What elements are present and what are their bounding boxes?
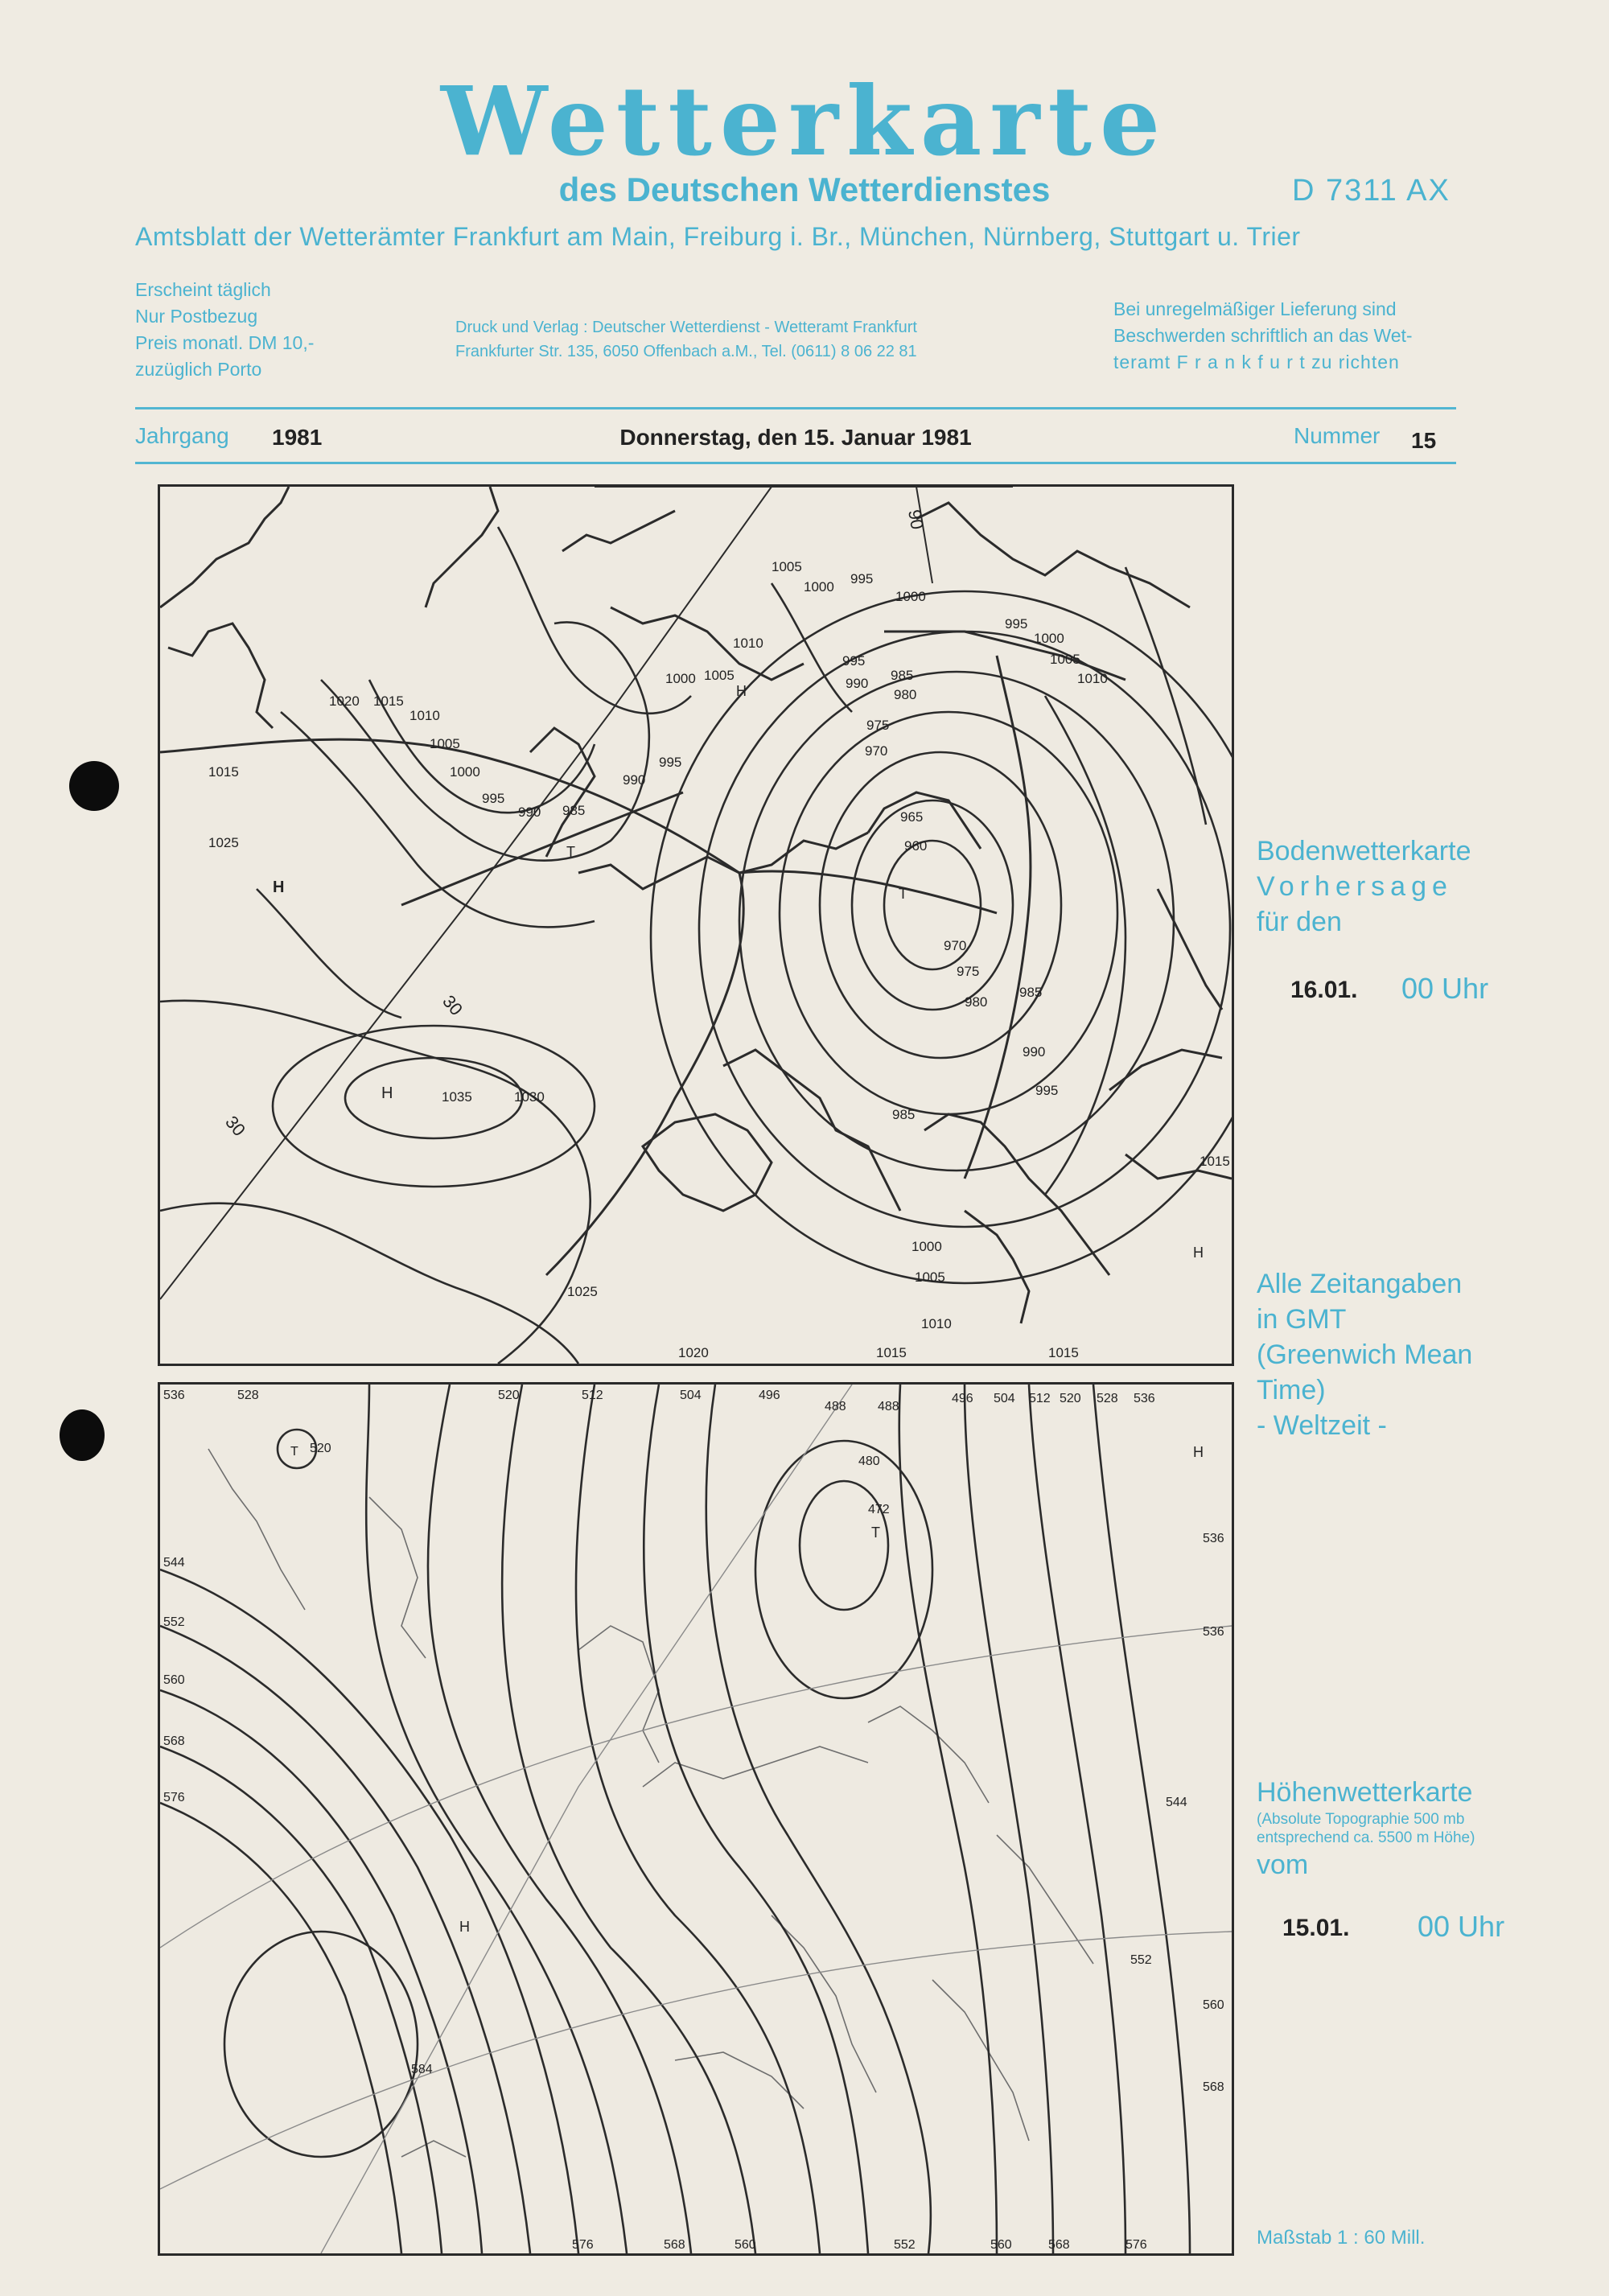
header-rule-bottom — [135, 462, 1456, 464]
isobar-label: 970 — [944, 938, 967, 953]
contour-label: 472 — [868, 1503, 890, 1516]
isobar-label: 1030 — [514, 1089, 545, 1105]
publication-line: Preis monatl. DM 10,- — [135, 332, 315, 353]
high-center-label: H — [736, 683, 747, 699]
isobar-label: 995 — [850, 571, 874, 586]
contour-label: 504 — [680, 1389, 702, 1402]
header-rule-top — [135, 407, 1456, 409]
contour-label: 544 — [163, 1556, 185, 1570]
isobar-label: 1015 — [1048, 1345, 1079, 1360]
contour-label: 536 — [163, 1389, 185, 1402]
isobar-label: 1015 — [1200, 1154, 1230, 1169]
edition-code: D 7311 AX — [1292, 174, 1451, 208]
contour-label: 520 — [310, 1442, 331, 1455]
isobar-label: 985 — [562, 803, 586, 818]
contour-label: 560 — [1203, 1998, 1224, 2012]
upper-map-caption — [1257, 1775, 1475, 1882]
isobar-label: 995 — [659, 755, 682, 770]
contour-label: 512 — [1029, 1392, 1051, 1405]
latitude-label: 30 — [221, 1112, 250, 1140]
issue-date: Donnerstag, den 15. Januar 1981 — [619, 425, 972, 450]
isobar-label: 1025 — [208, 835, 239, 850]
isobar-label: 985 — [1019, 985, 1043, 1000]
punch-hole-bottom — [60, 1409, 105, 1461]
upper-map-time: 00 Uhr — [1418, 1910, 1505, 1943]
isobar-label: 1000 — [804, 579, 834, 595]
isobar-label: 990 — [623, 772, 646, 788]
surface-map-title: Bodenwetterkarte — [1257, 836, 1471, 866]
complaints-info — [1113, 296, 1413, 376]
contour-label: 552 — [894, 2238, 916, 2252]
contour-label: 496 — [759, 1389, 780, 1402]
surface-map-for: für den — [1257, 907, 1342, 937]
jahrgang-label: Jahrgang — [135, 423, 229, 448]
amtsblatt-line: Amtsblatt der Wetterämter Frankfurt am Main, Freiburg i. Br., München, Nürnberg, Stuttgart u. Trier — [135, 222, 1301, 251]
isobar-label: 1000 — [895, 589, 926, 604]
isobar-label: 990 — [846, 676, 869, 691]
punch-hole-top — [69, 761, 119, 811]
isobar-label: 1010 — [921, 1316, 952, 1331]
isobar-label: 1005 — [1050, 652, 1080, 667]
upper-map-date: 15.01. — [1282, 1915, 1350, 1941]
time-note — [1257, 1266, 1472, 1443]
contour-label: 568 — [163, 1734, 185, 1748]
surface-map-caption — [1257, 833, 1471, 940]
contour-label: 520 — [498, 1389, 520, 1402]
time-note-line: (Greenwich Mean — [1257, 1339, 1473, 1370]
surface-map-subtitle: Vorhersage — [1257, 871, 1453, 902]
isobar-label: 1000 — [665, 671, 696, 686]
isobar-label: 1010 — [409, 708, 440, 723]
fronts — [160, 632, 1125, 1275]
time-note-line: in GMT — [1257, 1304, 1347, 1335]
publication-line: zuzüglich Porto — [135, 359, 262, 380]
contour-label: 528 — [237, 1389, 259, 1402]
low-center-label: T — [290, 1445, 298, 1459]
isobar-label: 960 — [904, 838, 928, 854]
latitude-label: 30 — [438, 991, 467, 1019]
contour-label: 552 — [1130, 1953, 1152, 1967]
jahrgang-value: 1981 — [272, 425, 323, 450]
contour-label: 544 — [1166, 1796, 1187, 1809]
high-center-label: H — [1193, 1245, 1204, 1261]
high-center-label: H — [381, 1084, 393, 1102]
contour-label: 560 — [990, 2238, 1012, 2252]
surface-map-date: 16.01. — [1290, 977, 1358, 1003]
isobar-label: 1000 — [911, 1239, 942, 1254]
contour-label: 560 — [163, 1673, 185, 1687]
time-note-line: - Weltzeit - — [1257, 1410, 1387, 1441]
contour-label: 528 — [1097, 1392, 1118, 1405]
isobar-label: 990 — [518, 804, 541, 820]
isobar-label: 1020 — [678, 1345, 709, 1360]
isobar-label: 965 — [900, 809, 924, 825]
contour-label: 576 — [163, 1791, 185, 1804]
isobar-label: 1020 — [329, 693, 360, 709]
high-center-label: H — [273, 878, 285, 896]
isobar-label: 1015 — [373, 693, 404, 709]
complaints-line: Bei unregelmäßiger Lieferung sind — [1113, 298, 1397, 319]
isobar-label: 1005 — [772, 559, 802, 574]
nummer-value: 15 — [1411, 428, 1437, 453]
printing-line: Frankfurter Str. 135, 6050 Offenbach a.M., Tel. (0611) 8 06 22 81 — [455, 343, 917, 360]
time-note-line: Time) — [1257, 1375, 1326, 1405]
isobar-label: 985 — [892, 1107, 916, 1122]
isobar-label: 995 — [1005, 616, 1028, 632]
surface-map-time: 00 Uhr — [1401, 972, 1489, 1005]
upper-map-title: Höhenwetterkarte — [1257, 1777, 1473, 1808]
height-contours — [160, 1385, 1190, 2253]
isobar-label: 1000 — [450, 764, 480, 780]
contour-label: 504 — [994, 1392, 1015, 1405]
isobar-label: 1005 — [430, 736, 460, 751]
isobar-label: 1015 — [876, 1345, 907, 1360]
contour-label: 584 — [411, 2063, 433, 2076]
printing-info — [455, 315, 917, 364]
isobar-label: 1005 — [915, 1269, 945, 1285]
isobar-label: 1010 — [733, 636, 763, 651]
upper-map-from: vom — [1257, 1850, 1309, 1880]
isobar-label: 980 — [965, 994, 988, 1010]
contour-label: 512 — [582, 1389, 603, 1402]
contour-label: 488 — [878, 1400, 899, 1413]
contour-label: 536 — [1203, 1532, 1224, 1545]
surface-weather-map — [158, 484, 1234, 1366]
isobar-label: 995 — [482, 791, 505, 806]
isobar-label: 975 — [957, 964, 980, 979]
upper-graticule — [160, 1385, 1232, 2253]
contour-label: 576 — [572, 2238, 594, 2252]
masthead-subtitle: des Deutschen Wetterdienstes — [558, 171, 1051, 208]
upper-map-note: entsprechend ca. 5500 m Höhe) — [1257, 1829, 1475, 1846]
printing-line: Druck und Verlag : Deutscher Wetterdienst - Wetteramt Frankfurt — [455, 319, 917, 336]
publication-line: Erscheint täglich — [135, 279, 271, 300]
isobar-label: 1005 — [704, 668, 735, 683]
map-scale: Maßstab 1 : 60 Mill. — [1257, 2227, 1426, 2249]
contour-label: 568 — [664, 2238, 685, 2252]
contour-label: 576 — [1125, 2238, 1147, 2252]
upper-map-labels — [163, 1389, 1224, 2252]
issue-line — [135, 418, 1456, 459]
contour-label: 536 — [1134, 1392, 1155, 1405]
contour-label: 568 — [1048, 2238, 1070, 2252]
high-center-label: H — [1193, 1444, 1204, 1460]
isobar-label: 995 — [842, 653, 866, 669]
surface-map-svg — [160, 487, 1232, 1364]
high-center-label: H — [459, 1919, 470, 1935]
isobar-label: 990 — [1023, 1044, 1046, 1060]
low-center-label: T — [566, 844, 575, 860]
high-value-label: 1035 — [442, 1089, 472, 1105]
isobar-label: 1000 — [1034, 631, 1064, 646]
complaints-line: teramt F r a n k f u r t zu richten — [1113, 352, 1400, 372]
contour-label: 520 — [1060, 1392, 1081, 1405]
contour-label: 480 — [858, 1455, 880, 1468]
publication-info — [135, 277, 314, 383]
masthead-title: Wetterkarte — [440, 65, 1169, 177]
upper-coastlines — [208, 1449, 1093, 2157]
contour-label: 536 — [1203, 1625, 1224, 1639]
contour-label: 496 — [952, 1392, 973, 1405]
contour-label: 488 — [825, 1400, 846, 1413]
time-note-line: Alle Zeitangaben — [1257, 1269, 1463, 1299]
isobar-label: 1025 — [567, 1284, 598, 1299]
isobar-label: 970 — [865, 743, 888, 759]
upper-air-map — [158, 1382, 1234, 2256]
low-center-label: T — [871, 1524, 880, 1541]
upper-map-svg — [160, 1385, 1232, 2253]
contour-label: 560 — [735, 2238, 756, 2252]
longitude-label: 90 — [904, 508, 928, 531]
nummer-label: Nummer — [1294, 423, 1381, 448]
isobar-label: 985 — [891, 668, 914, 683]
isobar-label: 1010 — [1077, 671, 1108, 686]
contour-label: 552 — [163, 1615, 185, 1629]
isobar-label: 980 — [894, 687, 917, 702]
publication-line: Nur Postbezug — [135, 306, 258, 327]
isobar-label: 1015 — [208, 764, 239, 780]
upper-map-note: (Absolute Topographie 500 mb — [1257, 1811, 1465, 1828]
isobar-label: 995 — [1035, 1083, 1059, 1098]
low-center-label: T — [899, 886, 907, 902]
contour-label: 568 — [1203, 2080, 1224, 2094]
isobar-label: 975 — [866, 718, 890, 733]
complaints-line: Beschwerden schriftlich an das Wet- — [1113, 325, 1413, 346]
